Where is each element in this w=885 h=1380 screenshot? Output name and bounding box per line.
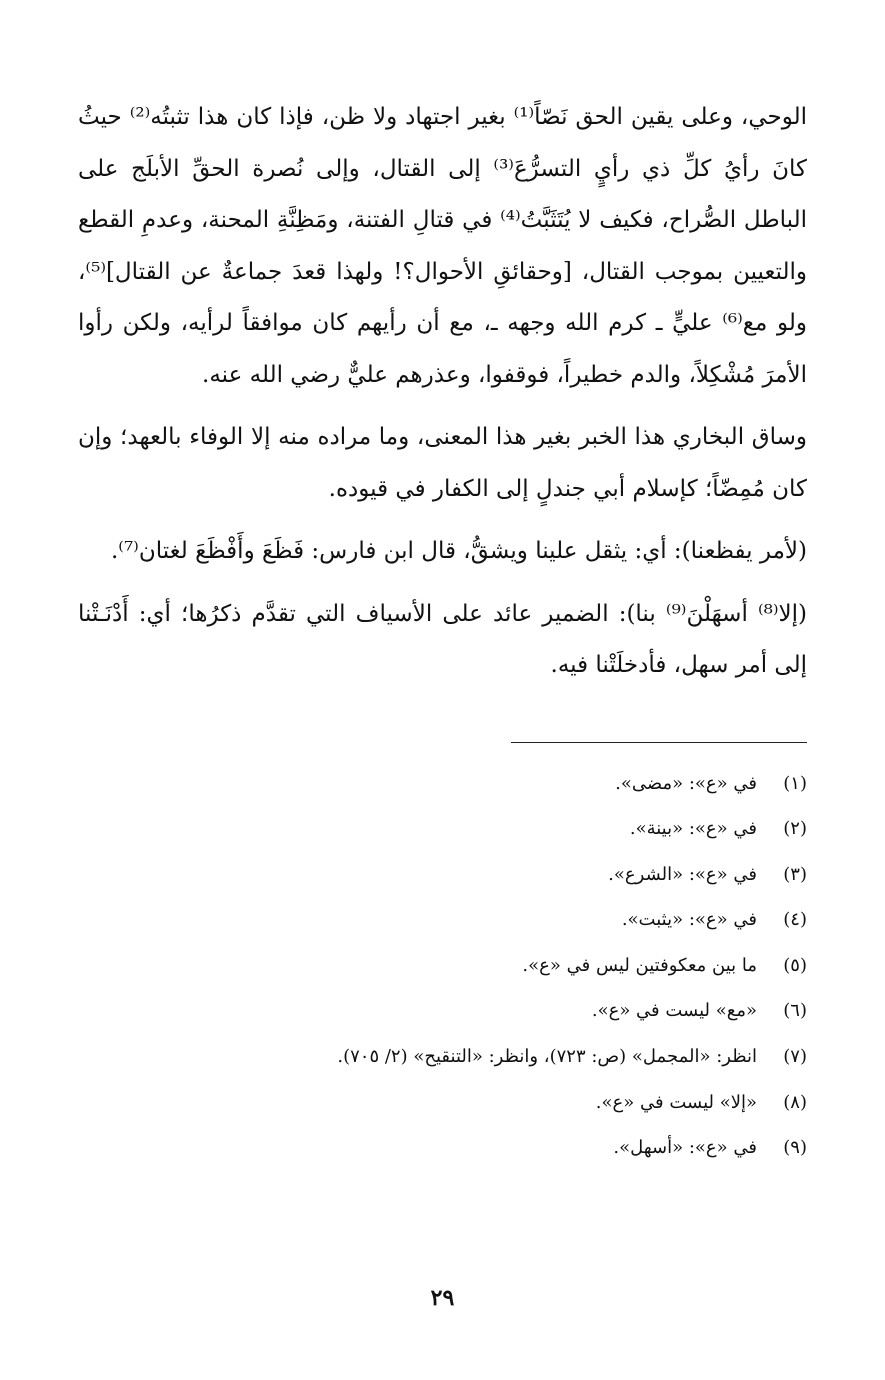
footnotes-list [78, 761, 807, 1171]
footnote-item [78, 806, 807, 852]
body-paragraph-4: (إلا⁽⁸⁾ أسهَلْنَ⁽⁹⁾ بنا): الضمير عائد على الأسياف التي تقدَّم ذكرُها؛ أي: أَدْنَـتْنا إلى أمر سهل، فأدخلَتْنا فيه. [78, 600, 807, 678]
footnote-item [78, 852, 807, 898]
footnote-number: (٩) [783, 1137, 807, 1159]
body-paragraph-2: وساق البخاري هذا الخبر بغير هذا المعنى، وما مراده منه إلا الوفاء بالعهد؛ وإن كان مُمِضّاً؛ كإسلام أبي جندلٍ إلى الكفار في قيوده. [78, 424, 807, 502]
footnote-text: في «ع»: «الشرع». [608, 863, 757, 885]
footnote-divider [511, 742, 807, 743]
footnote-number: (٢) [783, 818, 807, 840]
body-paragraph-3: (لأمر يفظعنا): أي: يثقل علينا ويشقُّ، قال ابن فارس: فَظَعَ وأَفْظَعَ لغتان⁽⁷⁾. [110, 538, 807, 564]
footnote-text: في «ع»: «أسهل». [613, 1137, 757, 1159]
footnote-item [78, 943, 807, 989]
footnote-text: في «ع»: «يثبت». [621, 909, 757, 931]
footnote-number: (٣) [783, 863, 807, 885]
footnote-number: (١) [783, 772, 807, 794]
page-body [78, 92, 807, 1171]
footnote-item [78, 897, 807, 943]
footnote-text: انظر: «المجمل» (ص: ٧٢٣)، وانظر: «التنقيح» (٢/ ٧٠٥). [337, 1046, 757, 1068]
footnote-number: (٥) [783, 954, 807, 976]
footnote-text: «إلا» ليست في «ع». [595, 1091, 757, 1113]
footnote-text: في «ع»: «مضى». [615, 772, 757, 794]
footnote-text: «مع» ليست في «ع». [591, 1000, 757, 1022]
footnote-number: (٦) [783, 1000, 807, 1022]
footnote-item [78, 1080, 807, 1126]
footnote-number: (٧) [783, 1046, 807, 1068]
body-paragraph-1: الوحي، وعلى يقين الحق نَصّاً⁽¹⁾ بغير اجتهاد ولا ظن، فإذا كان هذا تثبتُه⁽²⁾ حيثُ كانَ رأيُ كلِّ ذي رأيٍ التسرُّعَ⁽³⁾ إلى القتال، وإلى نُصرة الحقِّ الأبلَج على الباطل الصُّراح، فكيف لا يُتَثَبَّتُ⁽⁴⁾ في قتالِ الفتنة، ومَظِنَّةِ المحنة، وعدمِ القطع والتعيين بموجب القتال، [وحقائقِ الأحوال؟! ولهذا قعدَ جماعةٌ عن القتال]⁽⁵⁾، ولو مع⁽⁶⁾ عليٍّ ـ كرم الله وجهه ـ، مع أن رأيهم كان موافقاً لرأيه، ولكن رأوا الأمرَ مُشْكِلاً، والدم خطيراً، فوقفوا، وعذرهم عليٌّ رضي الله عنه. [78, 104, 808, 388]
page-number: ٢٩ [430, 1285, 455, 1311]
footnote-item [78, 1125, 807, 1171]
footnote-item [78, 1034, 807, 1080]
footnote-number: (٤) [783, 909, 807, 931]
footnote-text: في «ع»: «بينة». [629, 818, 757, 840]
footnote-item [78, 988, 807, 1034]
footnote-item [78, 761, 807, 807]
footnote-number: (٨) [783, 1091, 807, 1113]
footnote-text: ما بين معكوفتين ليس في «ع». [522, 954, 757, 976]
